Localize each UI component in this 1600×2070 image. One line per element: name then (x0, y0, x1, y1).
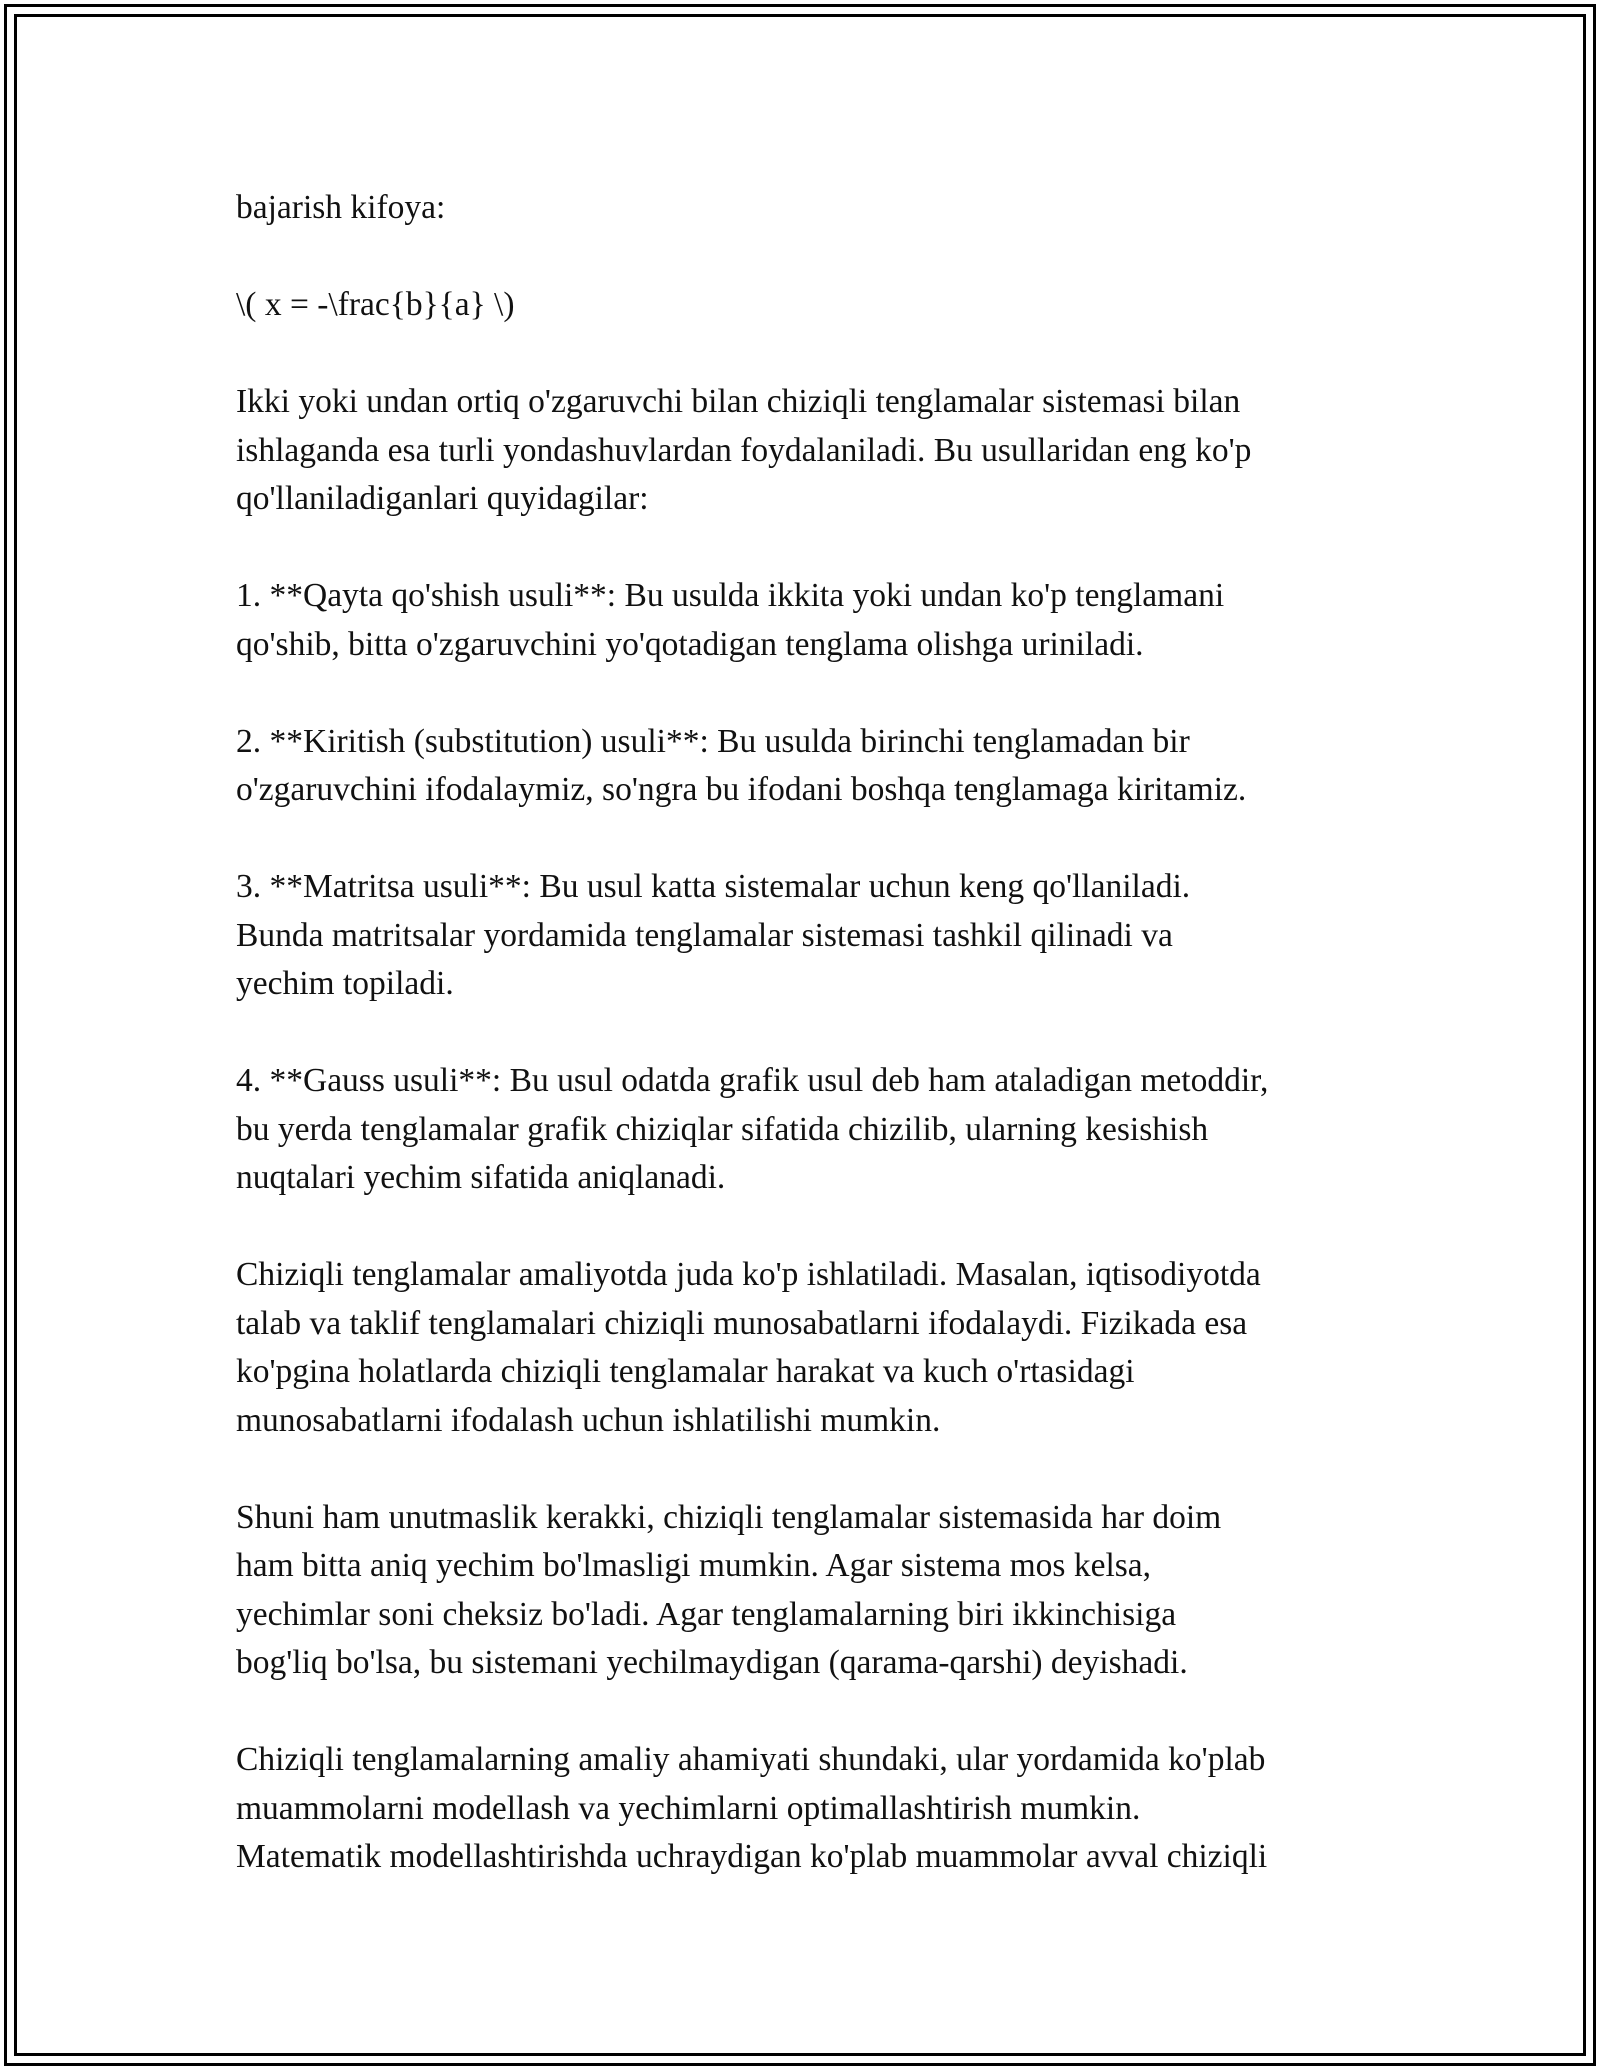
text-line: muammolarni modellash va yechimlarni optimallashtirish mumkin. (236, 1789, 1141, 1827)
text-line: Bunda matritsalar yordamida tenglamalar sistemasi tashkil qilinadi va (236, 916, 1173, 954)
text-line: qo'llaniladiganlari quyidagilar: (236, 480, 649, 517)
text-line: talab va taklif tenglamalari chiziqli munosabatlarni ifodalaydi. Fizikada esa (236, 1304, 1248, 1342)
text-line: nuqtalari yechim sifatida aniqlanadi. (236, 1159, 726, 1196)
text-line: Chiziqli tenglamalarning amaliy ahamiyati shundaki, ular yordamida ko'plab (236, 1741, 1266, 1778)
document-body (236, 184, 1386, 1930)
list-item-method-4 (236, 1057, 1386, 1203)
text-line: Shuni ham unutmaslik kerakki, chiziqli tenglamalar sistemasida har doim (236, 1498, 1222, 1536)
text-line: 2. **Kiritish (substitution) usuli**: Bu usulda birinchi tenglamadan bir (236, 722, 1190, 760)
text-line: ham bitta aniq yechim bo'lmasligi mumkin. Agar sistema mos kelsa, (236, 1547, 1152, 1584)
list-item-method-1 (236, 572, 1386, 669)
text-line: 4. **Gauss usuli**: Bu usul odatda grafik usul deb ham ataladigan metoddir, (236, 1062, 1269, 1099)
text-line: Matematik modellashtirishda uchraydigan ko'plab muammolar avval chiziqli (236, 1838, 1268, 1875)
text-line: Chiziqli tenglamalar amaliyotda juda ko'p ishlatiladi. Masalan, iqtisodiyotda (236, 1256, 1261, 1293)
paragraph-solutions (236, 1494, 1386, 1688)
text-line: munosabatlarni ifodalash uchun ishlatilishi mumkin. (236, 1401, 941, 1439)
paragraph-formula (236, 281, 1386, 330)
text-line: o'zgaruvchini ifodalaymiz, so'ngra bu ifodani boshqa tenglamaga kiritamiz. (236, 771, 1247, 808)
text-line: qo'shib, bitta o'zgaruvchini yo'qotadigan tenglama olishga uriniladi. (236, 625, 1144, 663)
text-line: yechim topiladi. (236, 965, 454, 1002)
text-line: ko'pgina holatlarda chiziqli tenglamalar harakat va kuch o'rtasidagi (236, 1353, 1135, 1390)
text-line: 3. **Matritsa usuli**: Bu usul katta sistemalar uchun keng qo'llaniladi. (236, 868, 1191, 905)
paragraph-applications (236, 1251, 1386, 1445)
formula-line: \( x = -\frac{b}{a} \) (236, 286, 515, 323)
text-line: bu yerda tenglamalar grafik chiziqlar sifatida chizilib, ularning kesishish (236, 1110, 1209, 1148)
text-line: yechimlar soni cheksiz bo'ladi. Agar tenglamalarning biri ikkinchisiga (236, 1595, 1177, 1633)
list-item-method-2 (236, 718, 1386, 815)
paragraph-intro (236, 184, 1386, 233)
text-line: bajarish kifoya: (236, 189, 446, 226)
text-line: Ikki yoki undan ortiq o'zgaruvchi bilan chiziqli tenglamalar sistemasi bilan (236, 383, 1241, 420)
text-line: bog'liq bo'lsa, bu sistemani yechilmaydigan (qarama-qarshi) deyishadi. (236, 1644, 1188, 1681)
text-line: ishlaganda esa turli yondashuvlardan foydalaniladi. Bu usullaridan eng ko'p (236, 431, 1252, 469)
text-line: 1. **Qayta qo'shish usuli**: Bu usulda ikkita yoki undan ko'p tenglamani (236, 577, 1225, 614)
paragraph-practical-importance (236, 1736, 1386, 1882)
list-item-method-3 (236, 863, 1386, 1009)
paragraph-methods-intro (236, 378, 1386, 524)
